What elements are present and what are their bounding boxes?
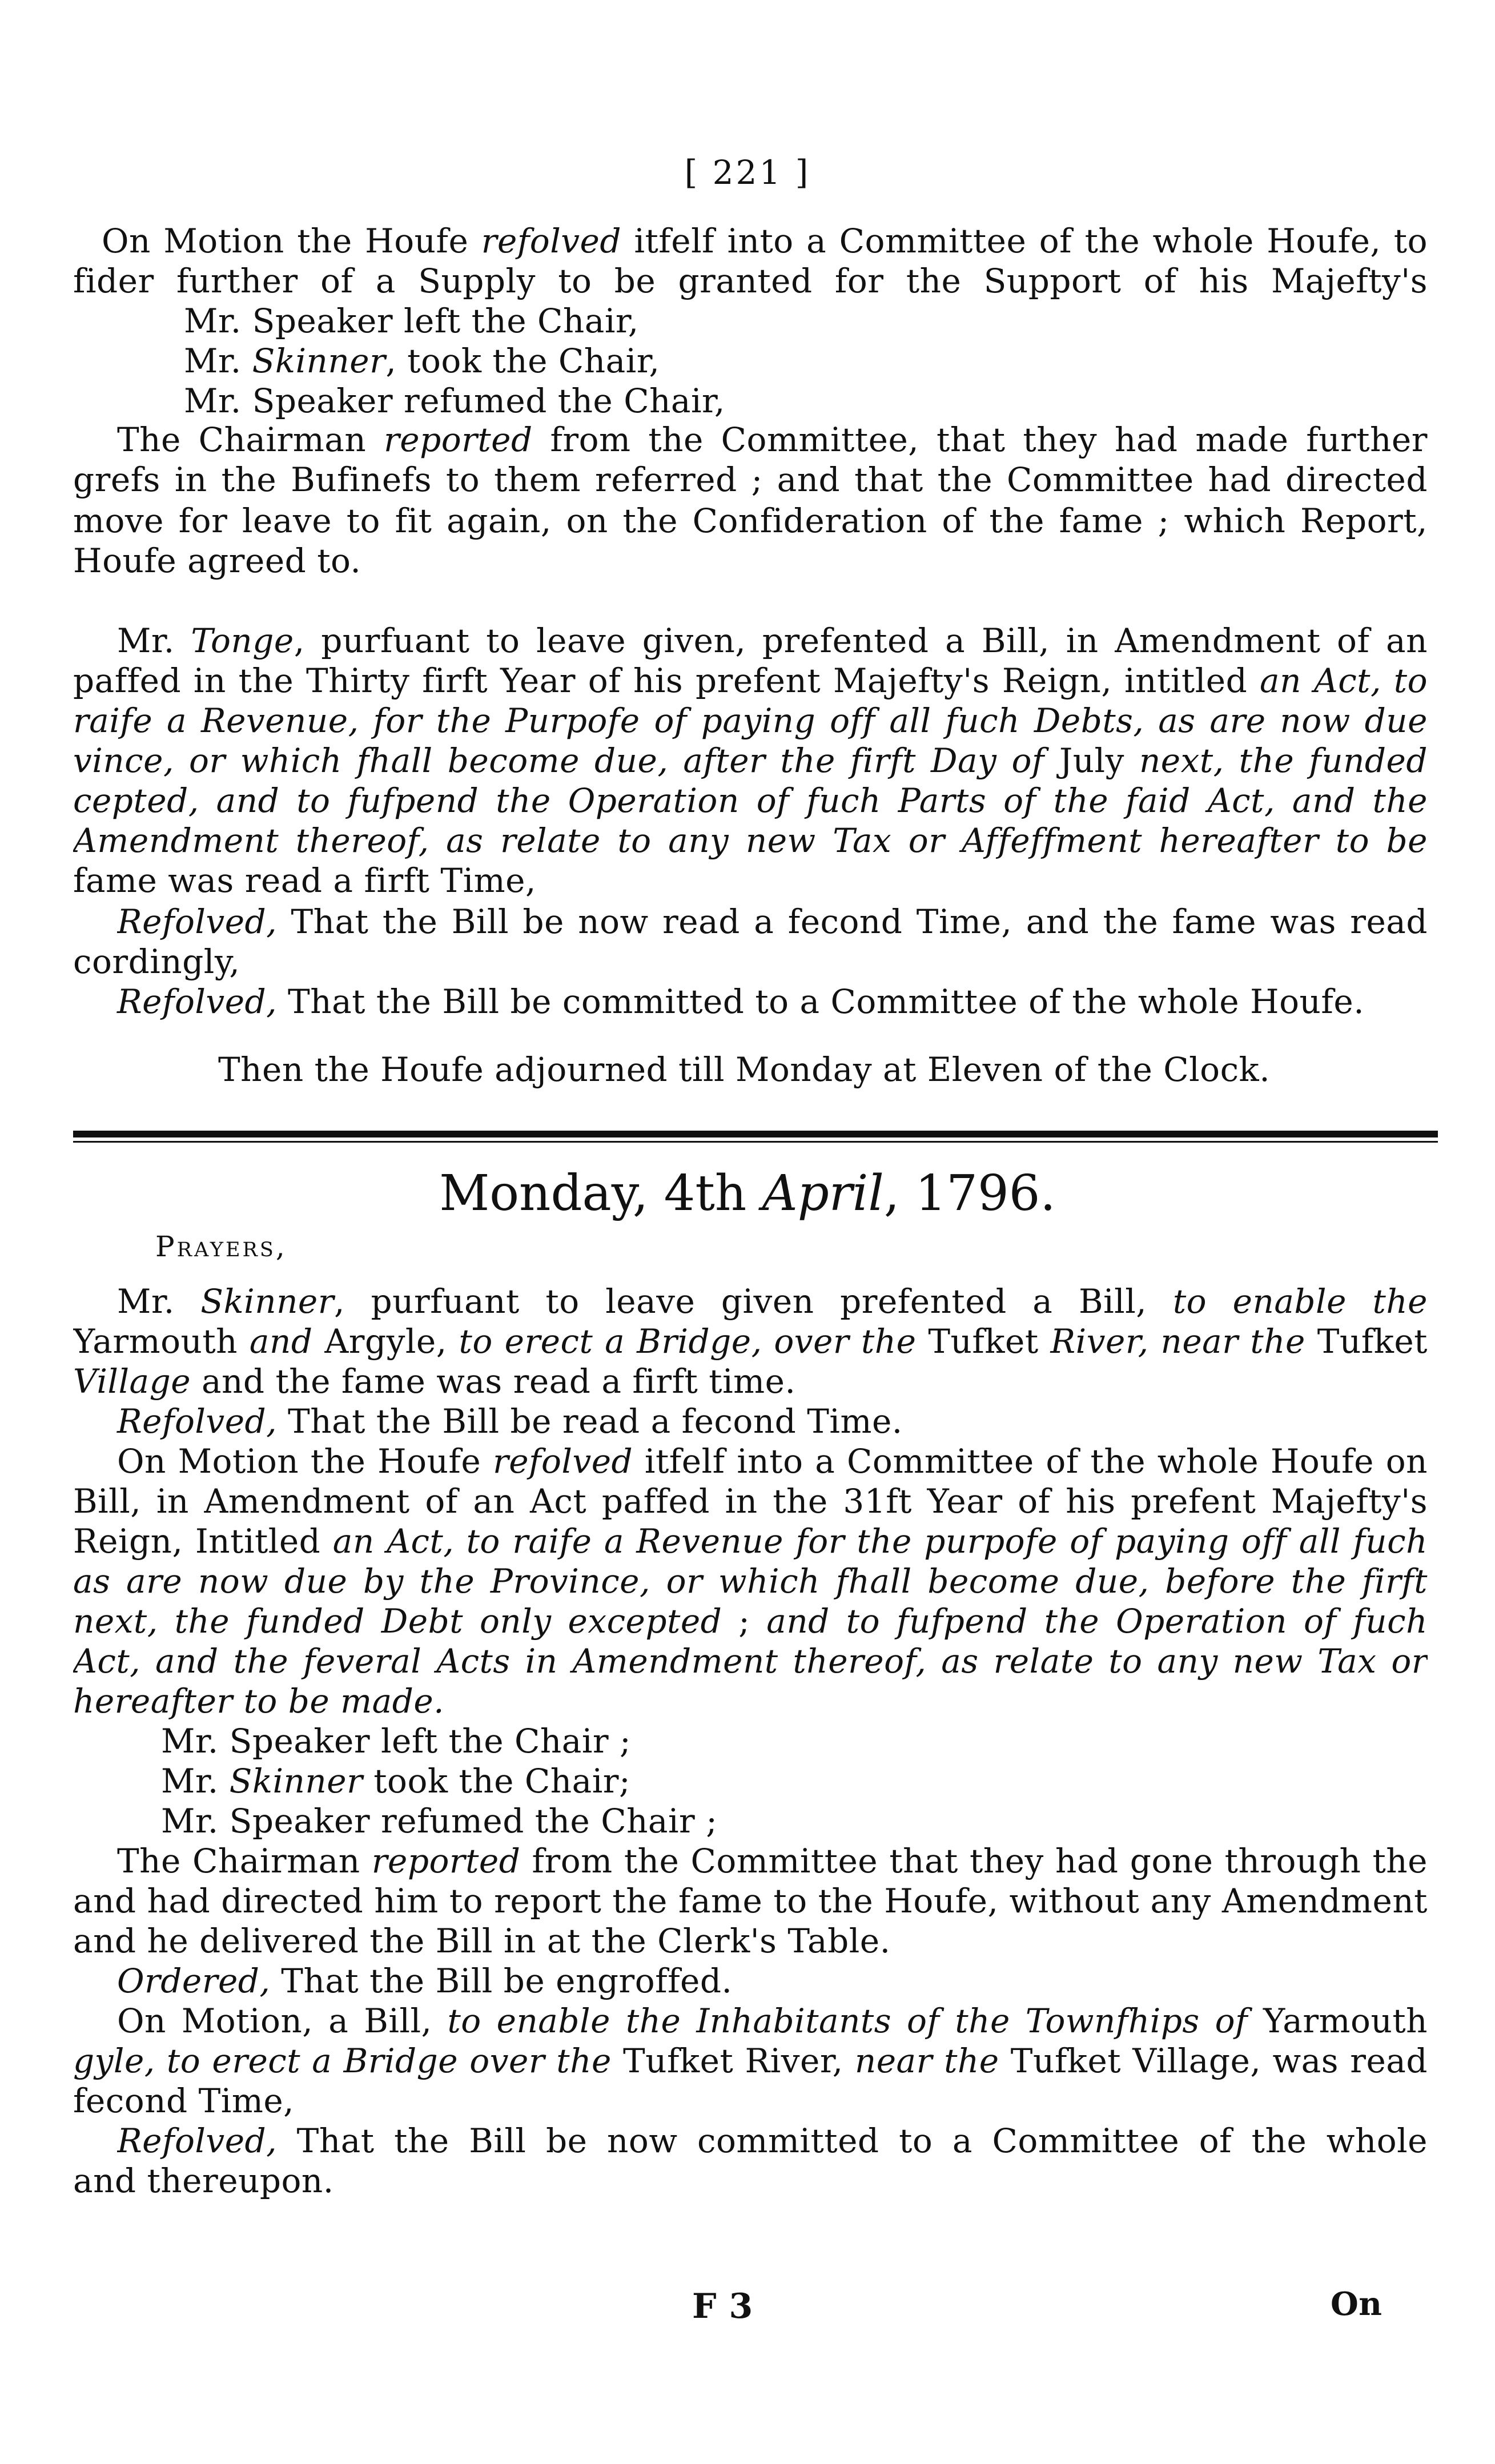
line-segment: to enable the Inhabitants of the Townfhips of [447, 2001, 1248, 2040]
text-line [73, 1601, 1428, 1641]
text-line [73, 1921, 891, 1961]
line-segment: Mr. [117, 1282, 201, 1321]
line-segment: fame was read a firft Time, [73, 861, 536, 900]
line-segment: Mr. Speaker left the Chair ; [161, 1722, 632, 1760]
page-number: [ 221 ] [684, 153, 811, 192]
text-line [73, 1321, 1428, 1361]
date-heading [0, 1165, 1495, 1222]
text-line [73, 861, 536, 901]
line-segment: Tufket Village, was read [1010, 2041, 1428, 2080]
line-segment: paffed in the Thirty firft Year of his prefent Majefty's Reign, intitled [73, 661, 1260, 700]
line-segment: cordingly, [73, 942, 240, 981]
text-line [73, 1521, 1428, 1561]
text-line [73, 701, 1428, 741]
line-segment: and [249, 1322, 313, 1361]
line-segment: from the Committee, that they had made further [550, 420, 1428, 459]
line-segment: Tufket [916, 1322, 1051, 1361]
line-segment: Skinner [229, 1762, 363, 1800]
line-segment: and he delivered the Bill in at the Clerk's Table. [73, 1922, 891, 1960]
text-line [117, 982, 1364, 1022]
line-segment: The Chairman [117, 420, 384, 459]
line-segment: grefs in the Bufinefs to them referred ; and that the Committee had directed [73, 460, 1428, 499]
line-segment: Refolved, [117, 2121, 278, 2160]
line-segment: itfelf into a Committee of the whole Houfe, to [634, 222, 1428, 260]
line-segment: and had directed him to report the fame to the Houfe, without any Amendment [73, 1882, 1428, 1920]
line-segment: hereafter to be made. [73, 1682, 445, 1721]
line-segment: refolved [481, 222, 621, 260]
line-segment: vince, or which fhall become due, after the firft Day of [73, 741, 1044, 780]
line-segment: an Act, to raife a Revenue for the purpofe of paying off all fuch [332, 1522, 1428, 1561]
text-line [73, 1881, 1428, 1921]
date-heading-pre: Monday, 4th [439, 1165, 762, 1222]
line-segment: Argyle, [312, 1322, 459, 1361]
line-segment: took the Chair; [363, 1762, 631, 1800]
line-segment: near the [854, 2041, 999, 2080]
line-segment: Skinner [252, 341, 386, 380]
line-segment: Mr. [161, 1762, 230, 1800]
line-segment: , purfuant to leave given, prefented a Bill, in Amendment of an [294, 621, 1428, 660]
line-segment: from the Committee that they had gone through the [532, 1842, 1428, 1880]
date-heading-month: April [762, 1165, 884, 1222]
line-segment: as are now due by the Province, or which fhall become due, before the firft [73, 1562, 1428, 1601]
text-line [73, 261, 1428, 301]
line-segment: That the Bill be committed to a Committee of the whole Houfe. [277, 982, 1365, 1021]
text-line [117, 902, 1428, 942]
text-line [73, 781, 1428, 821]
line-segment: , purfuant to leave given prefented a Bill, [333, 1282, 1173, 1321]
text-line [117, 621, 1428, 661]
line-segment: and to fufpend the Operation of fuch [766, 1602, 1428, 1641]
line-segment: Act, and the feveral Acts in Amendment thereof, as relate to any new Tax or [73, 1642, 1428, 1681]
text-line [117, 420, 1428, 460]
line-segment: gyle, to erect a Bridge over the [73, 2041, 612, 2080]
line-segment: fider further of a Supply to be granted for the Support of his Majefty's [73, 262, 1428, 300]
line-segment: raife a Revenue, for the Purpofe of paying off all fuch Debts, as are now due [73, 701, 1428, 740]
prayers-label: Prayers, [155, 1230, 287, 1263]
line-segment: next, the funded [1139, 741, 1428, 780]
line-segment: Tufket River, [611, 2041, 855, 2080]
line-segment: reported [371, 1842, 521, 1880]
line-segment: an Act, to [1260, 661, 1428, 700]
text-line [73, 1681, 444, 1721]
line-segment: Mr. Speaker refumed the Chair ; [161, 1802, 718, 1840]
line-segment: move for leave to fit again, on the Confideration of the fame ; which Report, [73, 501, 1428, 540]
text-line [161, 1761, 630, 1801]
line-segment: Reign, Intitled [73, 1522, 333, 1561]
text-line [117, 2001, 1428, 2041]
line-segment: cepted, and to fufpend the Operation of fuch Parts of the faid Act, and the [73, 781, 1428, 820]
text-line [73, 1641, 1428, 1681]
text-line [117, 1281, 1428, 1321]
text-line [73, 2161, 334, 2201]
text-line [102, 221, 1428, 261]
line-segment: That the Bill be read a fecond Time. [277, 1402, 903, 1441]
text-line [161, 1721, 631, 1761]
text-line [117, 1401, 903, 1441]
line-segment: Village [73, 1362, 191, 1401]
line-segment: Mr. [117, 621, 191, 660]
line-segment: Yarmouth [73, 1322, 250, 1361]
line-segment: Houfe agreed to. [73, 541, 361, 580]
line-segment: Ordered, [117, 1961, 271, 2000]
text-line [117, 1841, 1428, 1881]
line-segment: to enable the [1172, 1282, 1428, 1321]
text-line [73, 1481, 1428, 1521]
line-segment: That the Bill be now committed to a Committee of the whole [296, 2121, 1428, 2160]
text-line [117, 2121, 1428, 2161]
line-segment: That the Bill be engroffed. [270, 1961, 733, 2000]
line-segment: Mr. Speaker left the Chair, [184, 302, 639, 340]
catchword: On [1331, 2285, 1383, 2323]
line-segment: July [1044, 741, 1139, 780]
line-segment: Skinner [200, 1282, 334, 1321]
line-segment: , took the Chair, [385, 341, 660, 380]
line-segment: Refolved, [117, 982, 278, 1021]
line-segment: Amendment thereof, as relate to any new Tax or Affeffment hereafter to be [73, 821, 1428, 860]
signature-mark: F 3 [692, 2286, 753, 2326]
line-segment: and the fame was read a firft time. [191, 1362, 796, 1401]
line-segment: and thereupon. [73, 2161, 334, 2200]
text-line [117, 1961, 732, 2001]
text-line [161, 1801, 717, 1841]
text-line [218, 1050, 1270, 1090]
text-line [184, 381, 725, 421]
line-segment: On Motion, a Bill, [117, 2001, 448, 2040]
line-segment: On Motion the Houfe [102, 222, 481, 260]
line-segment: Tufket [1305, 1322, 1428, 1361]
text-line [73, 942, 240, 982]
text-line [73, 1561, 1428, 1601]
line-segment: ; [722, 1602, 767, 1641]
line-segment: Mr. Speaker refumed the Chair, [184, 381, 725, 420]
line-segment: next, the funded Debt only excepted [73, 1602, 722, 1641]
text-line [73, 541, 361, 581]
line-segment: The Chairman [117, 1842, 372, 1880]
text-line [73, 821, 1428, 861]
line-segment: fecond Time, [73, 2081, 295, 2120]
line-segment: River, near the [1050, 1322, 1305, 1361]
section-rule-thick [73, 1131, 1438, 1137]
line-segment: Bill, in Amendment of an Act paffed in the 31ft Year of his prefent Majefty's [73, 1482, 1428, 1521]
line-segment: That the Bill be now read a fecond Time, and the fame was read [291, 902, 1428, 941]
line-segment: refolved [492, 1442, 633, 1481]
line-segment: Tonge [191, 621, 294, 660]
text-line [73, 501, 1428, 541]
text-line [73, 1361, 795, 1401]
line-segment: itfelf into a Committee of the whole Houfe on [644, 1442, 1428, 1481]
text-line [184, 301, 639, 341]
text-line [184, 341, 660, 381]
section-rule-thin [73, 1141, 1438, 1143]
line-segment: Refolved, [117, 902, 278, 941]
line-segment: Yarmouth [1248, 2001, 1428, 2040]
text-line [73, 741, 1428, 781]
text-line [117, 1441, 1428, 1481]
line-segment: Refolved, [117, 1402, 278, 1441]
line-segment: Then the Houfe adjourned till Monday at Eleven of the Clock. [218, 1050, 1271, 1089]
text-line [73, 661, 1428, 701]
line-segment: On Motion the Houfe [117, 1442, 493, 1481]
text-line [73, 2041, 1428, 2081]
line-segment: to erect a Bridge, over the [459, 1322, 917, 1361]
date-heading-post: , 1796. [883, 1165, 1056, 1222]
line-segment: reported [384, 420, 533, 459]
line-segment: Mr. [184, 341, 252, 380]
text-line [73, 460, 1428, 500]
text-line [73, 2081, 294, 2121]
